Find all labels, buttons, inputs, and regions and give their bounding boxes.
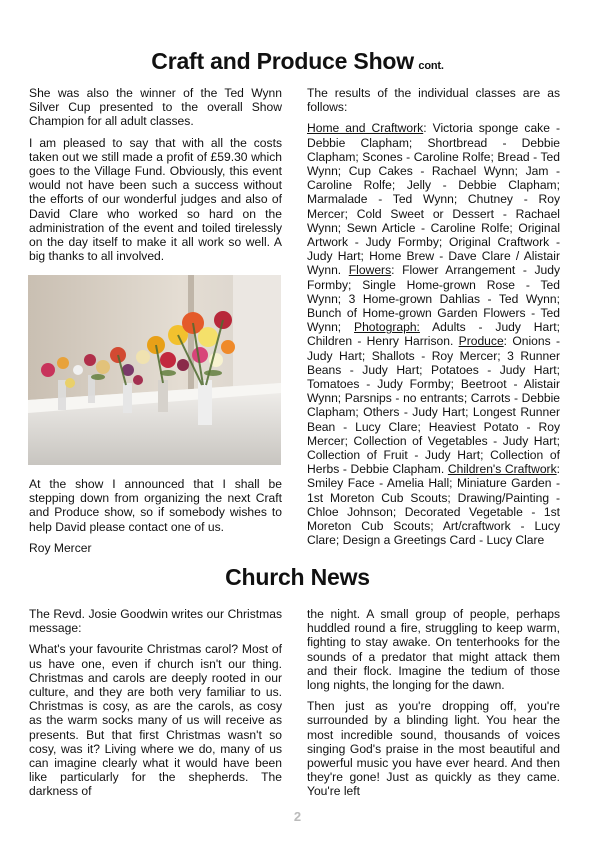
craft-left-column [29,86,282,270]
paragraph: She was also the winner of the Ted Wynn Silver Cup presented to the overall Show Champion for all adult classes. [29,86,282,129]
paragraph: At the show I announced that I shall be stepping down from organizing the next Craft and Produce show, so if somebody wishes to help David please contact one of us. [29,477,282,534]
church-right-column [307,607,560,806]
category-results: : Flower Arrangement - Judy Formby; Single Home-grown Rose - Ted Wynn; 3 Home-grown Dahlias - Ted Wynn; Bunch of Home-grown Garden Flowers - Ted Wynn; [307,263,561,335]
category-results: : Onions - Judy Hart; Shallots - Roy Mercer; 3 Runner Beans - Judy Hart; Potatoes - Judy Hart; Tomatoes - Judy Formby; Beetroot - Alistair Wynn; Parsnips - no entrants; Carrots - Debbie Clapham; Others - Judy Hart; Longest Runner Bean - Lucy Clare; Heaviest Potato - Roy Mercer; Collection of Vegetables - Judy Hart; Collection of Fruit - Judy Hart; Collection of Herbs - Debbie Clapham. [307,334,560,477]
craft-left-column-after-photo [29,477,282,562]
paragraph: Then just as you're dropping off, you're surrounded by a blinding light. You hear the most incredible sound, thousands of voices singing God's praise in the most beautiful and powerful music you have ever heard. And then they're gone! Just as quickly as they came. You're left [307,699,560,799]
paragraph: the night. A small group of people, perhaps huddled round a fire, struggling to keep warm, fighting to stay awake. On tenterhooks for the sounds of a predator that might attack them and their flock. Imagine the tedium of those long nights, the longing for the dawn. [307,607,560,693]
category-heading: Produce [458,334,504,349]
paragraph: What's your favourite Christmas carol? Most of us have one, even if church isn't our thing. Christmas and carols are deeply rooted in our culture, and they are both very familiar to us. Christmas is cosy, as are the carols, as cosy as the warm socks many of us will receive as presents. But that first Christmas wasn't so cosy, was it? Living where we do, many of us can imagine clearly what it would have been like particularly for the shepherds. The darkness of [29,642,282,799]
category-results: : Smiley Face - Amelia Hall; Miniature Garden - 1st Moreton Cub Scouts; Drawing/Painting - Chloe Johnson; Decorated Vegetable - 1st Moreton Cub Scouts; Art/craftwork - Lucy Clare; Design a Greetings Card - Lucy Clare [307,462,561,548]
craft-show-heading: Craft and Produce Show [151,48,414,74]
category-heading: Flowers [348,263,392,278]
church-news-heading: Church News [225,564,370,590]
category-heading: Home and Craftwork [307,121,424,136]
results-intro: The results of the individual classes are as follows: [307,86,560,115]
craft-show-title [0,48,595,75]
category-results: Adults - Judy Hart; Children - Henry Harrison. [307,320,560,349]
craft-right-column [307,86,560,555]
page-number: 2 [293,809,302,824]
flower-show-photo [28,275,281,465]
paragraph: I am pleased to say that with all the costs taken out we still made a profit of £59.30 which goes to the Village Fund. Obviously, this event would not have been such a success without the efforts of our wonderful judges and also of David Clare who worked so hard on the administration of the event and toiled tirelessly on the day itself to make it all work so well. A big thanks to all involved. [29,135,282,264]
church-news-title [0,564,595,591]
category-results: : Victoria sponge cake - Debbie Clapham; Shortbread - Debbie Clapham; Scones - Caroline Rolfe; Bread - Ted Wynn; Cup Cakes - Rachael Wynn; Jam - Caroline Rolfe; Jelly - Debbie Clapham; Marmalade - Ted Wynn; Chutney - Roy Mercer; Cold Sweet or Dessert - Rachael Wynn; Sewn Article - Caroline Rolfe; Original Artwork - Judy Formby; Original Craftwork - Judy Hart; Home Brew - Dave Clare / Alistair Wynn. [307,121,560,278]
author-signature: Roy Mercer [29,540,92,555]
category-heading: Photograph: [354,320,420,335]
church-left-column [29,607,282,806]
results-list [307,121,560,547]
paragraph: The Revd. Josie Goodwin writes our Christmas message: [29,607,282,636]
category-heading: Children's Craftwork [447,462,557,477]
title-suffix: cont. [418,60,444,72]
